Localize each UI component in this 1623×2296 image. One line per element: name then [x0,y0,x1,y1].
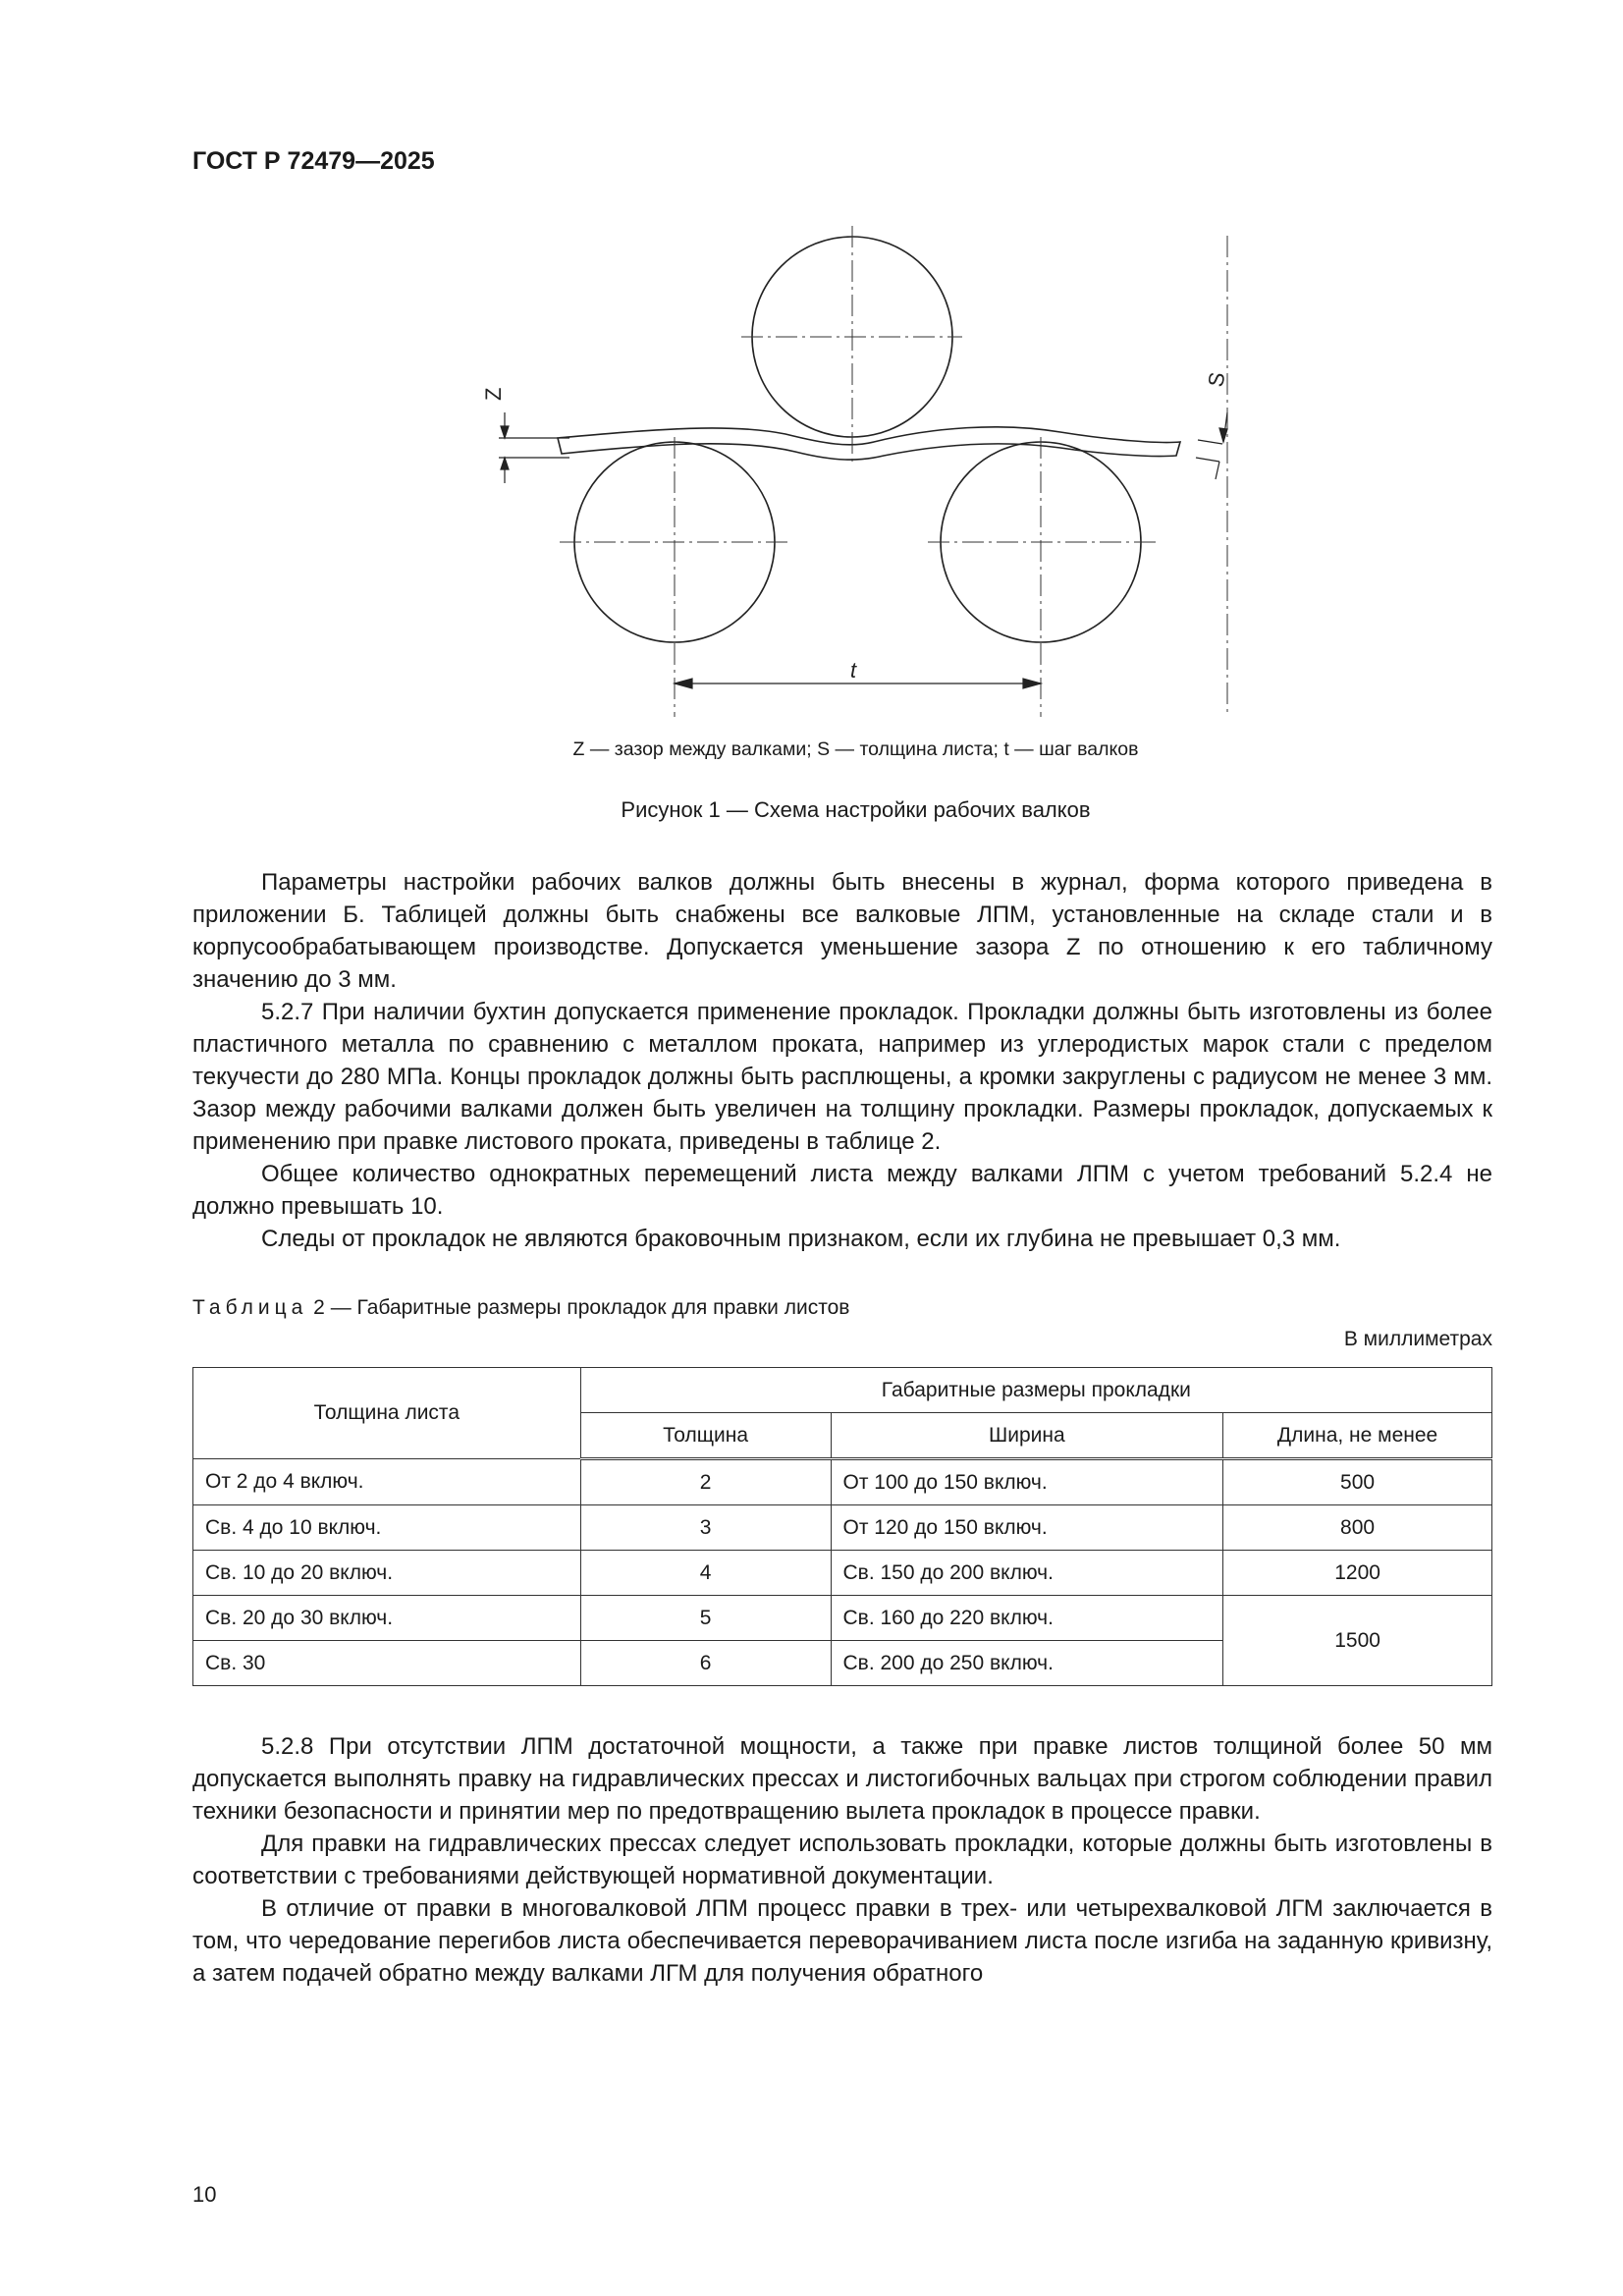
t-label: t [850,658,857,683]
cell: 2 [580,1459,831,1505]
header-length: Длина, не менее [1223,1413,1492,1459]
sheet-strip [558,427,1180,460]
document-header: ГОСТ Р 72479—2025 [192,147,435,175]
cell: 1500 [1223,1596,1492,1686]
table-row [193,1505,1492,1551]
cell: Св. 20 до 30 включ. [193,1596,581,1641]
cell: Св. 200 до 250 включ. [831,1641,1223,1686]
paragraph: Параметры настройки рабочих валков должны быть внесены в журнал, форма которого приведена в приложении Б. Таблицей должны быть снабжены все валковые ЛПМ, установленные на складе стали и в корпусообрабатывающем производстве. Допускается уменьшение зазора Z по отношению к его табличному значению до 3 мм. [192,869,1492,993]
cell: Св. 4 до 10 включ. [193,1505,581,1551]
header-width: Ширина [831,1413,1223,1459]
s-label: S [1203,370,1230,389]
table-units: В миллиметрах [1343,1328,1492,1350]
cell: Св. 30 [193,1641,581,1686]
paragraph: В отличие от правки в многовалковой ЛПМ процесс правки в трех- или четырехвалковой ЛГМ заключается в том, что чередование перегибов листа обеспечивается переворачиванием листа после изгиба на заданную кривизну, а затем подачей обратно между валками ЛГМ для получения обратного [192,1895,1492,1987]
rolls-scheme-figure [471,226,1257,717]
page-number: 10 [192,2182,217,2207]
cell: 800 [1223,1505,1492,1551]
paragraph: 5.2.7 При наличии бухтин допускается применение прокладок. Прокладки должны быть изготовлены из более пластичного металла по сравнению с металлом проката, например из углеродистых марок стали с пределом текучести до 280 МПа. Концы прокладок должны быть расплющены, а кромки закруглены с радиусом не менее 3 мм. Зазор между рабочими валками должен быть увеличен на толщину прокладки. Размеры прокладок, допускаемых к применению при правке листового проката, приведены в таблице 2. [192,999,1492,1155]
cell: От 100 до 150 включ. [831,1459,1223,1505]
paragraph: Общее количество однократных перемещений листа между валками ЛПМ с учетом требований 5.2.4 не должно превышать 10. [192,1161,1492,1220]
header-sheet-thickness: Толщина листа [193,1368,581,1459]
table-row [193,1459,1492,1505]
figure-caption: Рисунок 1 — Схема настройки рабочих валков [621,797,1091,822]
cell: 6 [580,1641,831,1686]
body-text-bottom [192,1730,1492,1990]
cell: От 120 до 150 включ. [831,1505,1223,1551]
table-title: Таблица 2 — Габаритные размеры прокладок для правки листов [192,1296,850,1319]
z-label: Z [481,387,506,401]
cell: 3 [580,1505,831,1551]
cell: 4 [580,1551,831,1596]
figure-legend: Z — зазор между валками; S — толщина листа; t — шаг валков [572,738,1139,760]
cell: 1200 [1223,1551,1492,1596]
gasket-dimensions-table [192,1367,1492,1686]
table-row [193,1596,1492,1641]
cell: От 2 до 4 включ. [193,1459,581,1505]
body-text-top [192,866,1492,1255]
paragraph: 5.2.8 При отсутствии ЛПМ достаточной мощности, а также при правке листов толщиной более 50 мм допускается выполнять правку на гидравлических прессах и листогибочных вальцах при строгом соблюдении правил техники безопасности и принятии мер по предотвращению вылета прокладок в процессе правки. [192,1733,1492,1825]
paragraph: Следы от прокладок не являются браковочным признаком, если их глубина не превышает 0,3 мм. [261,1226,1341,1252]
cell: Св. 160 до 220 включ. [831,1596,1223,1641]
header-group: Габаритные размеры прокладки [580,1368,1491,1413]
paragraph: Для правки на гидравлических прессах следует использовать прокладки, которые должны быть изготовлены в соответствии с требованиями действующей нормативной документации. [192,1831,1492,1889]
cell: 5 [580,1596,831,1641]
table-row [193,1551,1492,1596]
cell: Св. 10 до 20 включ. [193,1551,581,1596]
header-thickness: Толщина [580,1413,831,1459]
cell: 500 [1223,1459,1492,1505]
cell: Св. 150 до 200 включ. [831,1551,1223,1596]
